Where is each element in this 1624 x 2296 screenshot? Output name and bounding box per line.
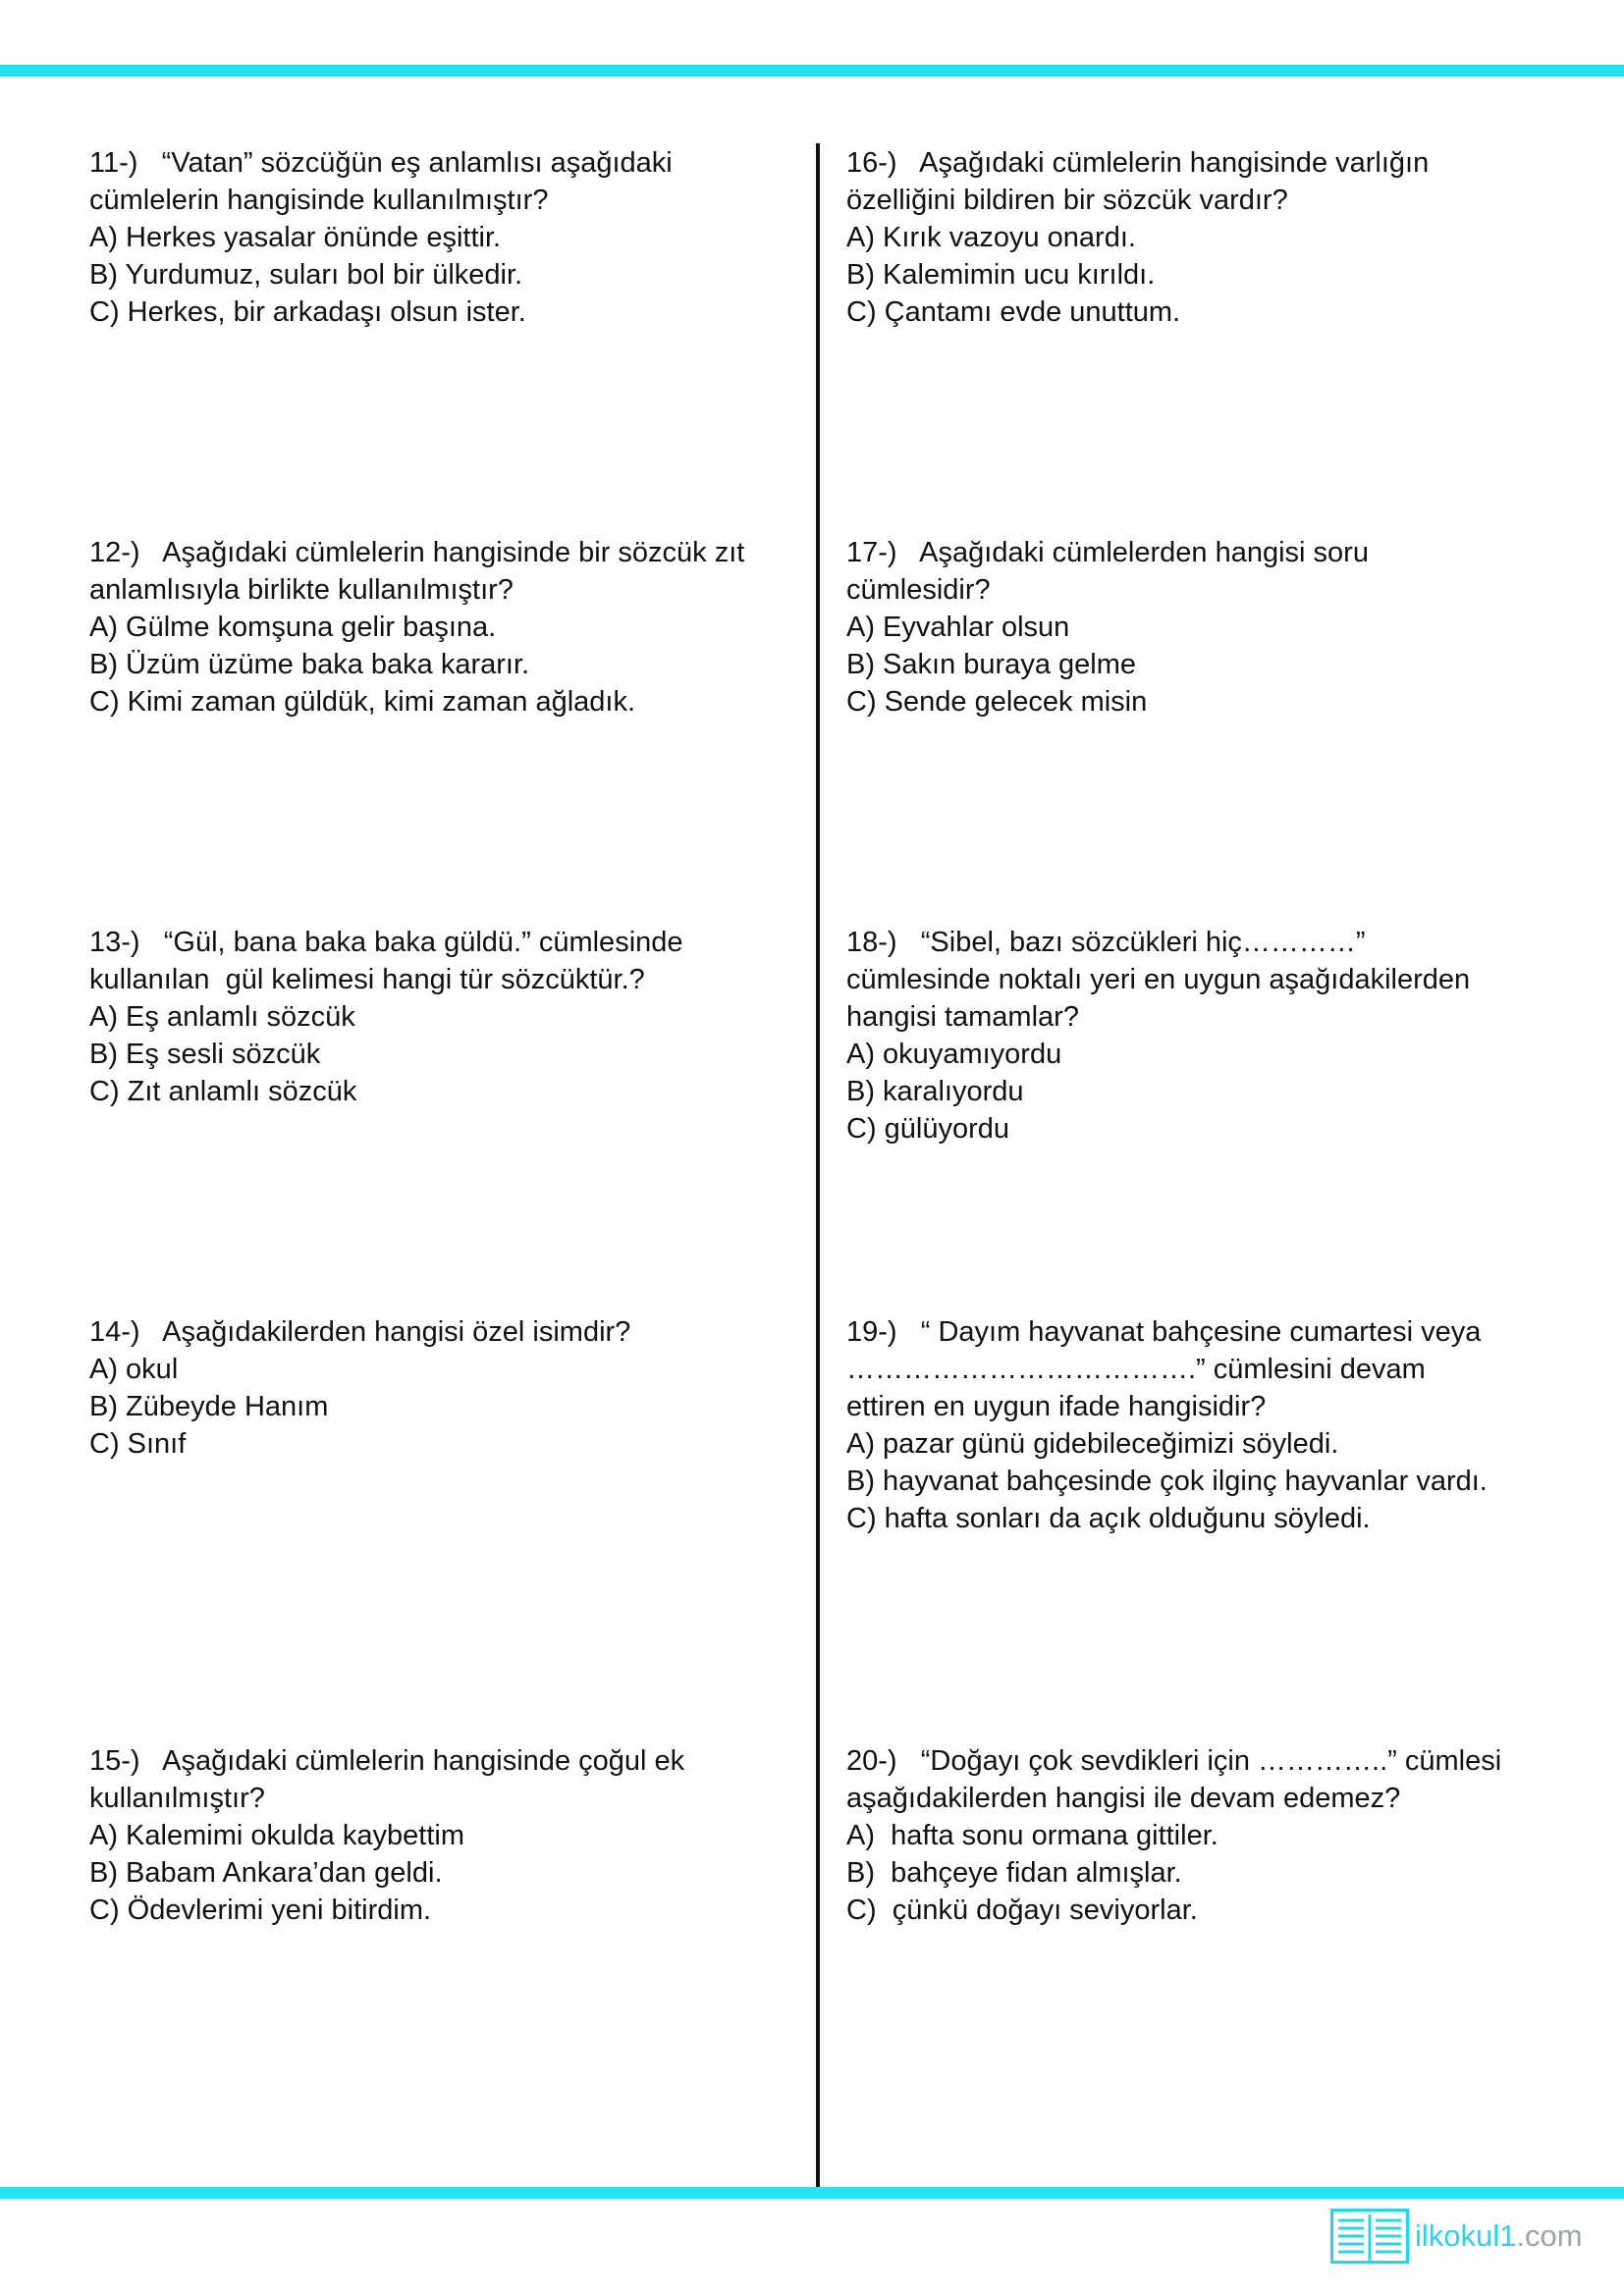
option-b: B) Yurdumuz, suları bol bir ülkedir. [89, 259, 523, 291]
option-b: B) bahçeye fidan almışlar. [846, 1857, 1182, 1889]
option-a: A) Eyvahlar olsun [846, 612, 1070, 643]
question-13 [89, 924, 796, 1110]
question-stem: Aşağıdakilerden hangisi özel isimdir? [162, 1316, 631, 1348]
question-19 [846, 1313, 1553, 1537]
question-18 [846, 924, 1553, 1148]
option-c: C) Zıt anlamlı sözcük [89, 1076, 357, 1107]
question-14 [89, 1313, 796, 1463]
question-number: 15-) [89, 1745, 140, 1777]
option-c: C) hafta sonları da açık olduğunu söyledi. [846, 1503, 1371, 1534]
option-a: A) Kırık vazoyu onardı. [846, 222, 1136, 253]
option-a: A) Kalemimi okulda kaybettim [89, 1820, 464, 1851]
option-a: A) hafta sonu ormana gittiler. [846, 1820, 1218, 1851]
question-stem: ……………………………….” cümlesini devam [846, 1354, 1426, 1385]
question-number: 12-) [89, 537, 140, 568]
option-b: B) Üzüm üzüme baka baka kararır. [89, 649, 530, 680]
logo-wordmark [1415, 2218, 1583, 2254]
question-stem: Aşağıdaki cümlelerden hangisi soru [919, 537, 1369, 568]
question-stem: cümlelerin hangisinde kullanılmıştır? [89, 185, 549, 216]
question-stem: hangisi tamamlar? [846, 1001, 1079, 1033]
option-b: B) Kalemimin ucu kırıldı. [846, 259, 1156, 291]
option-c: C) Sende gelecek misin [846, 686, 1148, 718]
question-stem: aşağıdakilerden hangisi ile devam edemez? [846, 1783, 1401, 1814]
option-c: C) Herkes, bir arkadaşı olsun ister. [89, 296, 526, 328]
option-b: B) hayvanat bahçesinde çok ilginç hayvanlar vardı. [846, 1466, 1488, 1497]
question-stem: “ Dayım hayvanat bahçesine cumartesi veya [920, 1316, 1482, 1348]
option-b: B) karalıyordu [846, 1076, 1024, 1107]
site-logo[interactable] [1330, 2207, 1583, 2266]
option-a: A) pazar günü gidebileceğimizi söyledi. [846, 1428, 1339, 1460]
question-20 [846, 1742, 1553, 1929]
option-a: A) okuyamıyordu [846, 1039, 1062, 1070]
option-b: B) Babam Ankara’dan geldi. [89, 1857, 443, 1889]
question-stem: Aşağıdaki cümlelerin hangisinde bir sözcük zıt [162, 537, 745, 568]
question-stem: ettiren en uygun ifade hangisidir? [846, 1391, 1267, 1422]
question-stem: kullanılan gül kelimesi hangi tür sözcüktür.? [89, 964, 645, 995]
question-16 [846, 144, 1553, 331]
option-c: C) Ödevlerimi yeni bitirdim. [89, 1895, 432, 1926]
logo-suffix: .com [1516, 2218, 1583, 2253]
question-stem: kullanılmıştır? [89, 1783, 265, 1814]
option-b: B) Sakın buraya gelme [846, 649, 1136, 680]
option-a: A) Herkes yasalar önünde eşittir. [89, 222, 502, 253]
question-stem: Aşağıdaki cümlelerin hangisinde çoğul ek [162, 1745, 685, 1777]
option-c: C) Sınıf [89, 1428, 187, 1460]
question-stem: “Doğayı çok sevdikleri için …………..” cümlesi [920, 1745, 1502, 1777]
question-11 [89, 144, 796, 331]
option-a: A) okul [89, 1354, 179, 1385]
option-c: C) çünkü doğayı seviyorlar. [846, 1895, 1198, 1926]
question-stem: “Vatan” sözcüğün eş anlamlısı aşağıdaki [161, 147, 673, 179]
option-c: C) Kimi zaman güldük, kimi zaman ağladık. [89, 686, 636, 718]
question-number: 19-) [846, 1316, 897, 1348]
question-stem: Aşağıdaki cümlelerin hangisinde varlığın [919, 147, 1430, 179]
question-number: 18-) [846, 927, 897, 958]
question-number: 16-) [846, 147, 897, 179]
question-stem: “Gül, bana baka baka güldü.” cümlesinde [163, 927, 683, 958]
option-b: B) Eş sesli sözcük [89, 1039, 321, 1070]
question-stem: anlamlısıyla birlikte kullanılmıştır? [89, 574, 514, 606]
question-number: 14-) [89, 1316, 140, 1348]
question-stem: özelliğini bildiren bir sözcük vardır? [846, 185, 1288, 216]
question-17 [846, 534, 1553, 721]
question-number: 20-) [846, 1745, 897, 1777]
column-divider [816, 143, 820, 2189]
question-stem: cümlesinde noktalı yeri en uygun aşağıdakilerden [846, 964, 1471, 995]
question-15 [89, 1742, 796, 1929]
question-stem: cümlesidir? [846, 574, 991, 606]
question-number: 17-) [846, 537, 897, 568]
question-stem: “Sibel, bazı sözcükleri hiç…………” [920, 927, 1366, 958]
option-b: B) Zübeyde Hanım [89, 1391, 329, 1422]
logo-brand: ilkokul1 [1415, 2218, 1517, 2253]
bottom-accent-bar [0, 2187, 1624, 2199]
option-a: A) Eş anlamlı sözcük [89, 1001, 355, 1033]
top-accent-bar [0, 65, 1624, 77]
open-book-icon [1330, 2209, 1409, 2264]
question-number: 11-) [89, 147, 138, 179]
option-c: C) gülüyordu [846, 1113, 1010, 1145]
option-c: C) Çantamı evde unuttum. [846, 296, 1181, 328]
question-12 [89, 534, 796, 721]
question-number: 13-) [89, 927, 140, 958]
option-a: A) Gülme komşuna gelir başına. [89, 612, 497, 643]
